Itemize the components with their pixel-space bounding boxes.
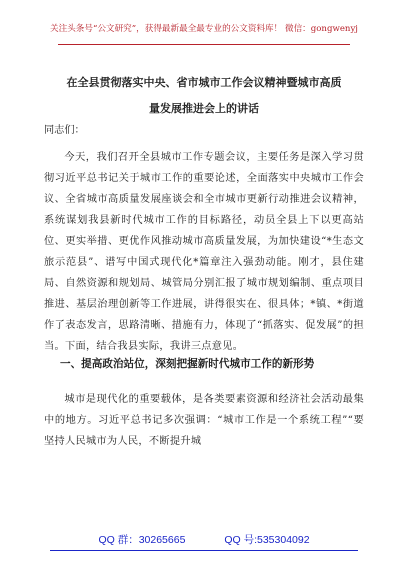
header-banner: 关注头条号“公文研究”，获得最新最全最专业的公文资料库！ 微信：gongwenyj	[50, 24, 358, 34]
title-line-2: 量发展推进会上的讲话	[149, 102, 259, 115]
section-heading: 一、提高政治站位，深刻把握新时代城市工作的新形势	[60, 358, 315, 370]
body-paragraph: 城市是现代化的重要载体，是各类要素资源和经济社会活动最集中的地方。习近平总书记多次强调：“城市工作是一个系统工程”“要坚持人民城市为人民，不断提升城	[44, 394, 364, 447]
footer-qq-group: QQ 群：30265665	[98, 534, 186, 546]
title-line-1: 在全县贯彻落实中央、省市城市工作会议精神暨城市高质	[66, 76, 342, 89]
document-title	[44, 70, 364, 122]
footer-divider	[50, 550, 358, 551]
footer-qq-number: QQ 号:535304092	[224, 534, 310, 546]
body-paragraph: 今天，我们召开全县城市工作专题会议，主要任务是深入学习贯彻习近平总书记关于城市工作的重要论述，全面落实中央城市工作会议、全省城市高质量发展座谈会和全市城市更新行动推进会议精神，系统谋划我县新时代城市工作的目标路径，动员全县上下以更高站位、更实举措、更优作风推动城市高质量发展，为加快建设“*生态文旅示范县”、谱写中国式现代化*篇章注入强劲动能。刚才，县住建局、自然资源和规划局、城管局分别汇报了城市规划编制、重点项目推进、基层治理创新等工作进展，讲得很实在、很具体；*镇、*街道作了表态发言，思路清晰、措施有力，体现了“抓落实、促发展”的担当。下面，结合我县实际，我讲三点意见。	[44, 152, 364, 352]
salutation: 同志们：	[44, 125, 85, 136]
header-divider	[58, 44, 350, 45]
footer-contact	[0, 532, 408, 547]
